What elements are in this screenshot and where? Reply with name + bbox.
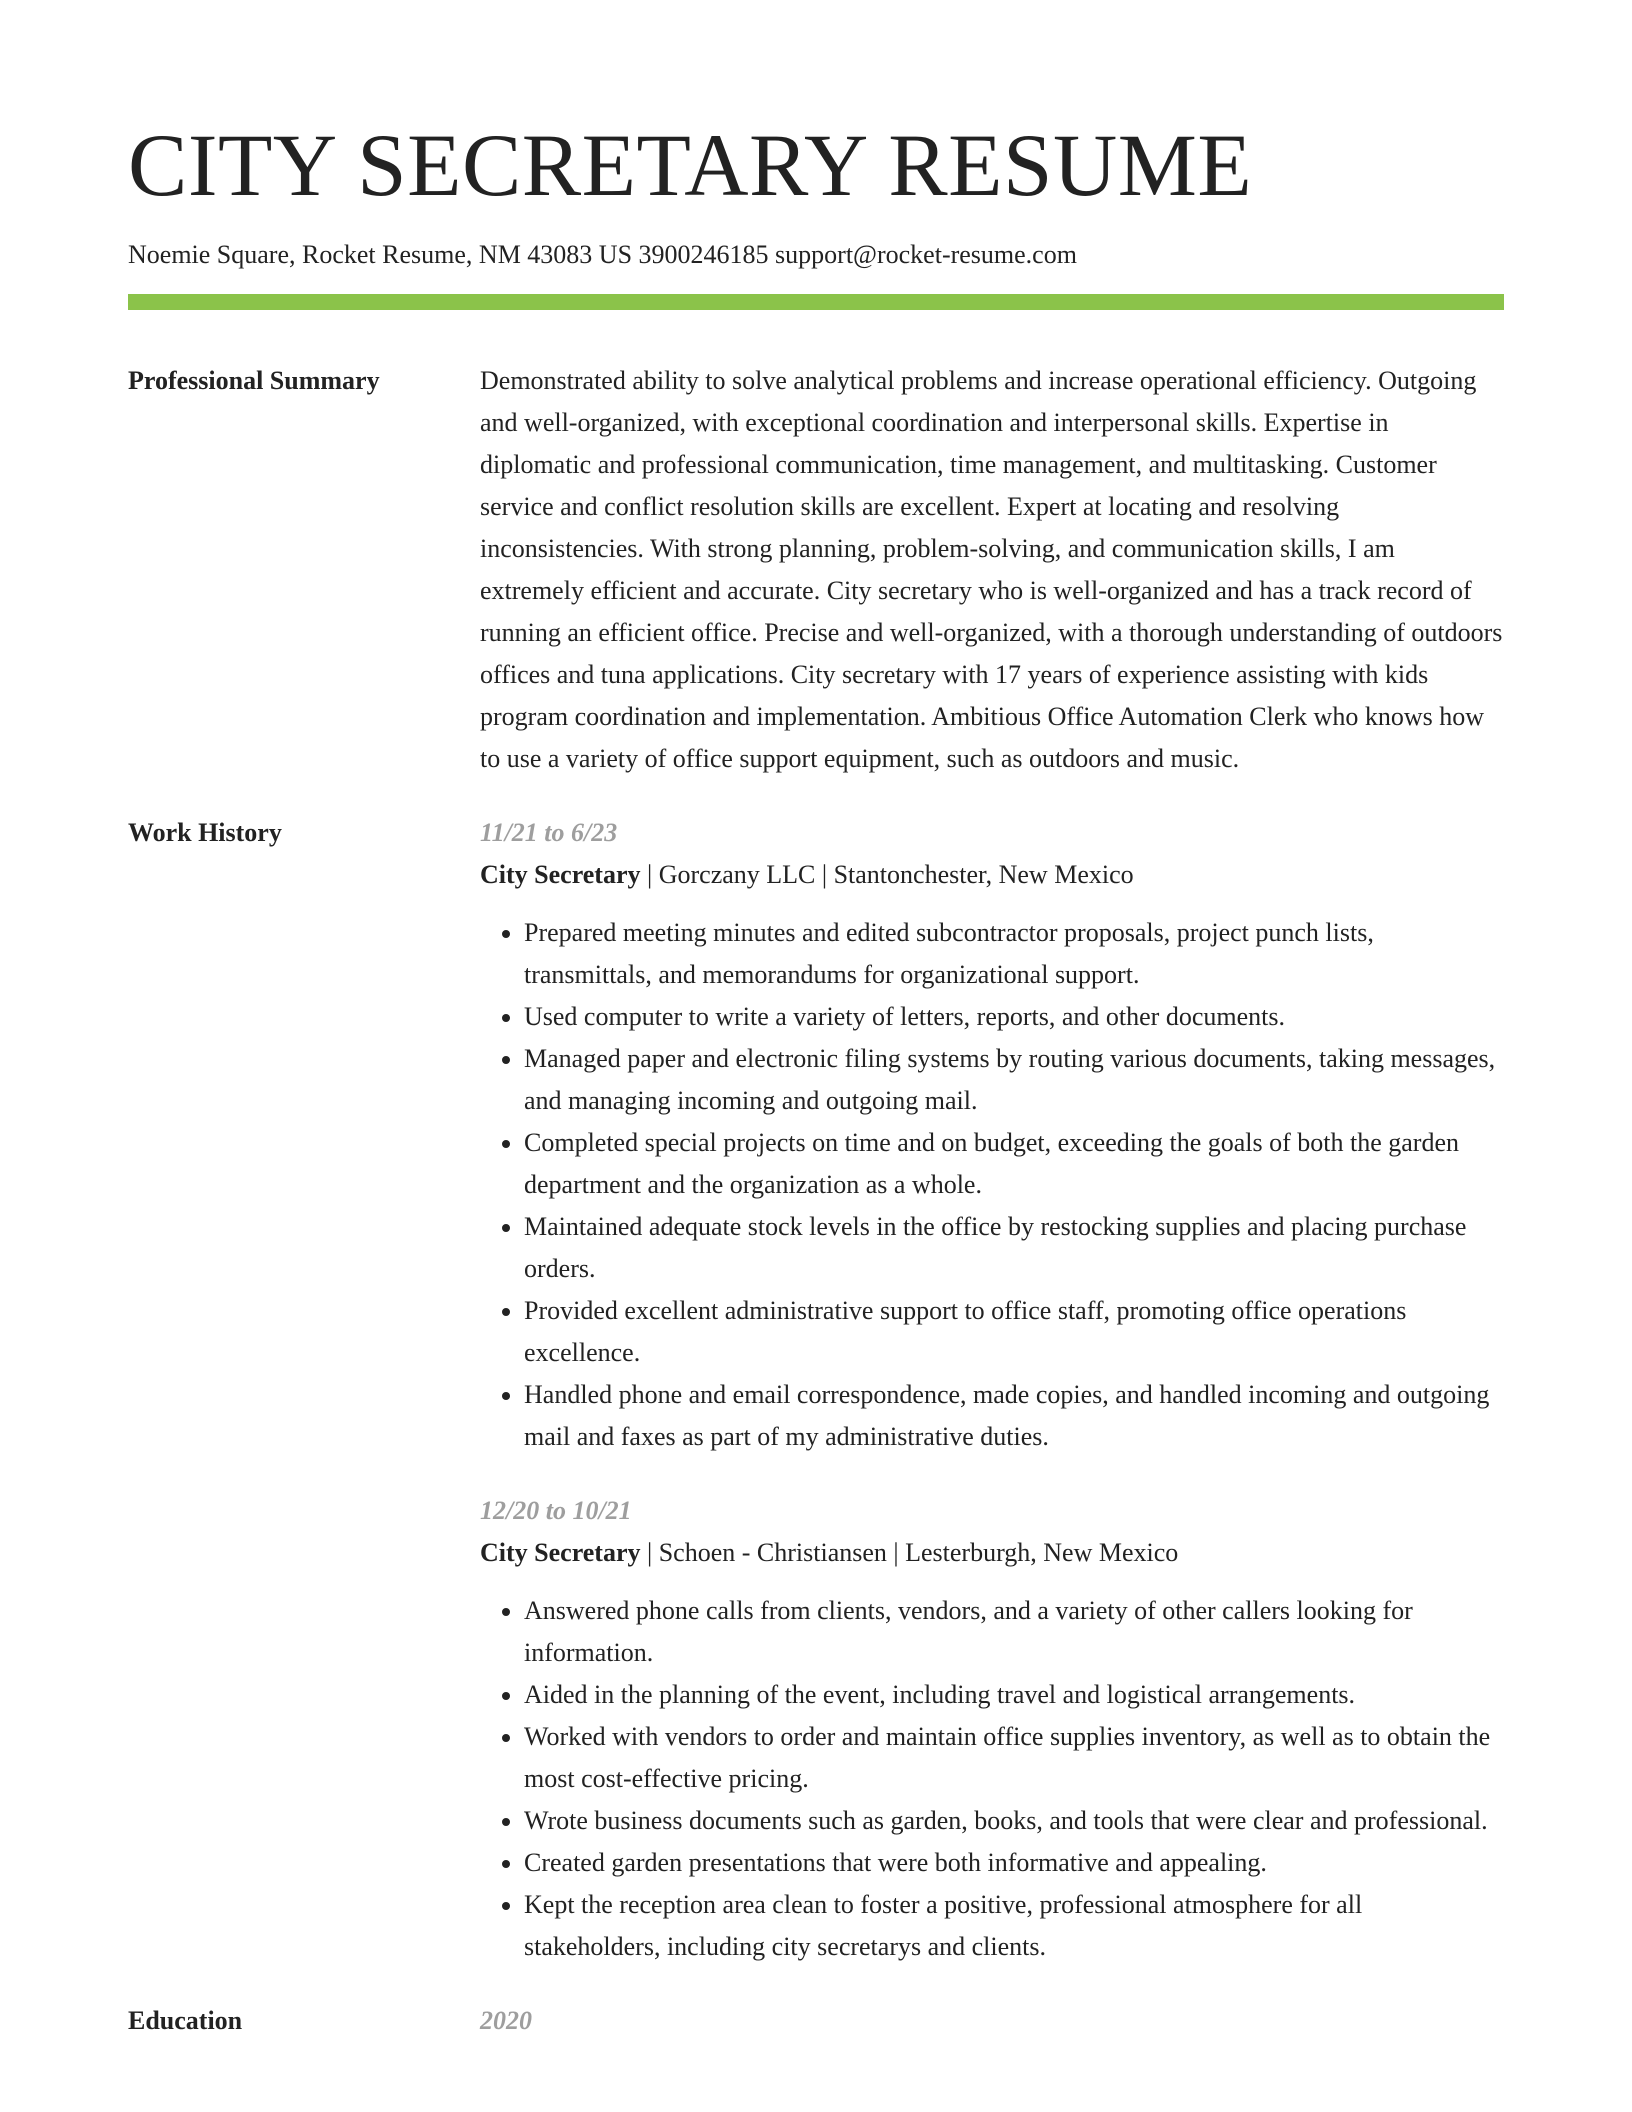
job-duty-item: • Aided in the planning of the event, including travel and logistical arrangements. [524,1674,1504,1716]
contact-line: Noemie Square, Rocket Resume, NM 43083 US 3900246185 support@rocket-resume.com [128,239,1077,269]
resume-title: CITY SECRETARY RESUME [128,117,1253,215]
job-details: | Schoen - Christiansen | Lesterburgh, New Mexico [640,1537,1179,1567]
job-duty-item: • Completed special projects on time and on budget, exceeding the goals of both the garden department and the organization as a whole. [524,1122,1504,1206]
job-title: City Secretary [480,1537,641,1567]
job-duties-list [480,1590,1504,1968]
job-details: | Gorczany LLC | Stantonchester, New Mexico [640,859,1134,889]
job-duty-item: • Wrote business documents such as garden, books, and tools that were clear and professional. [524,1800,1504,1842]
section-label-professional-summary: Professional Summary [128,365,380,395]
work-history-section [128,812,1504,1968]
job-dates: 11/21 to 6/23 [480,817,618,847]
job-duty-item: • Created garden presentations that were both informative and appealing. [524,1842,1504,1884]
job-title: City Secretary [480,859,641,889]
section-label-education: Education [128,2005,243,2035]
job-duty-item: • Prepared meeting minutes and edited subcontractor proposals, project punch lists, transmittals, and memorandums for organizational support. [524,912,1504,996]
job-heading [480,854,1504,896]
professional-summary-section [128,360,1504,780]
job-duty-item: • Managed paper and electronic filing systems by routing various documents, taking messages, and managing incoming and outgoing mail. [524,1038,1504,1122]
job-duties-list [480,912,1504,1458]
resume-page [128,0,1504,2042]
professional-summary-text: Demonstrated ability to solve analytical problems and increase operational efficiency. Outgoing and well-organized, with exceptional coordination and interpersonal skills. Expertise in diplomatic and professional communication, time management, and multitasking. Customer service and conflict resolution skills are excellent. Expert at locating and resolving inconsistencies. With strong planning, problem-solving, and communication skills, I am extremely efficient and accurate. City secretary who is well-organized and has a track record of running an efficient office. Precise and well-organized, with a thorough understanding of outdoors offices and tuna applications. City secretary with 17 years of experience assisting with kids program coordination and implementation. Ambitious Office Automation Clerk who knows how to use a variety of office support equipment, such as outdoors and music. [480,365,1503,773]
job-duty-item: • Handled phone and email correspondence, made copies, and handled incoming and outgoing mail and faxes as part of my administrative duties. [524,1374,1504,1458]
header-accent-rule [128,294,1504,310]
job-dates: 12/20 to 10/21 [480,1495,632,1525]
job-heading [480,1532,1504,1574]
job-duty-item: • Answered phone calls from clients, vendors, and a variety of other callers looking for information. [524,1590,1504,1674]
job-duty-item: • Provided excellent administrative support to office staff, promoting office operations excellence. [524,1290,1504,1374]
section-label-work-history: Work History [128,817,282,847]
work-history-body [480,812,1504,1968]
job-duty-item: • Used computer to write a variety of letters, reports, and other documents. [524,996,1504,1038]
education-dates: 2020 [480,2005,532,2035]
education-section [128,2000,1504,2042]
job-entry [480,1490,1504,1968]
education-body [480,2000,1504,2042]
job-duty-item: • Worked with vendors to order and maintain office supplies inventory, as well as to obtain the most cost-effective pricing. [524,1716,1504,1800]
job-duty-item: • Maintained adequate stock levels in the office by restocking supplies and placing purchase orders. [524,1206,1504,1290]
job-entry [480,812,1504,1458]
job-duty-item: • Kept the reception area clean to foster a positive, professional atmosphere for all stakeholders, including city secretarys and clients. [524,1884,1504,1968]
